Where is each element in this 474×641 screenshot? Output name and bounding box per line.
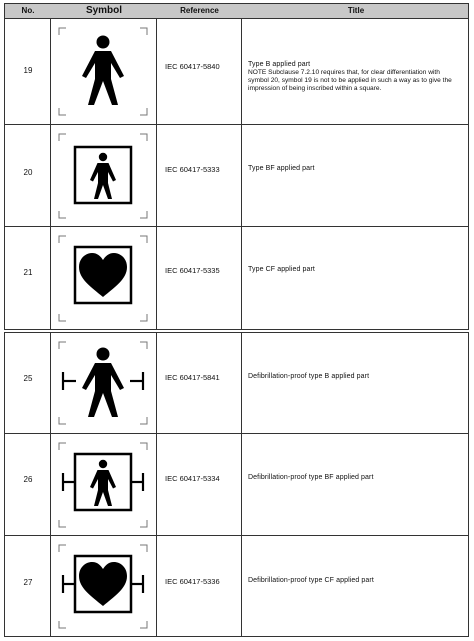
table-row: [4, 19, 469, 125]
type-b-body-icon: [51, 19, 155, 123]
defib-type-b-icon: [51, 333, 155, 433]
note-text: NOTE Subclause 7.2.10 requires that, for clear differentiation with symbol 20, symbol 19 is not to be applied in such a way as to give the impression of being inscribed within a square.: [248, 69, 452, 92]
title-text: Defibrillation-proof type B applied part: [248, 373, 370, 380]
type-cf-heart-in-square-icon: [51, 227, 155, 328]
reference-text: IEC 60417-5333: [165, 165, 220, 174]
header-no: No.: [21, 6, 35, 15]
row-number: 20: [23, 168, 33, 177]
title-text: Defibrillation-proof type CF applied part: [248, 577, 374, 584]
symbols-table: [4, 3, 469, 637]
header-symbol: Symbol: [85, 5, 123, 16]
reference-text: IEC 60417-5841: [165, 373, 220, 382]
title-text: Defibrillation-proof type BF applied part: [248, 474, 374, 481]
title-text: Type BF applied part: [248, 165, 315, 172]
row-number: 25: [23, 374, 33, 383]
table-row: [4, 536, 469, 637]
header-reference: Reference: [180, 6, 219, 15]
title-text: Type B applied part: [248, 61, 311, 68]
table-row: [4, 434, 469, 536]
row-number: 26: [23, 475, 33, 484]
row-number: 27: [23, 578, 33, 587]
table-row: [4, 227, 469, 330]
reference-text: IEC 60417-5336: [165, 577, 220, 586]
row-number: 21: [23, 268, 33, 277]
defib-type-bf-icon: [51, 434, 155, 534]
table-row: [4, 125, 469, 227]
type-bf-body-in-square-icon: [51, 125, 155, 225]
reference-text: IEC 60417-5335: [165, 266, 220, 275]
reference-text: IEC 60417-5334: [165, 474, 220, 483]
defib-type-cf-icon: [51, 536, 155, 635]
table-header: [4, 3, 469, 19]
title-text: Type CF applied part: [248, 266, 315, 273]
row-number: 19: [23, 66, 33, 75]
table-row: [4, 332, 469, 434]
header-title: Title: [347, 6, 365, 15]
reference-text: IEC 60417-5840: [165, 62, 220, 71]
